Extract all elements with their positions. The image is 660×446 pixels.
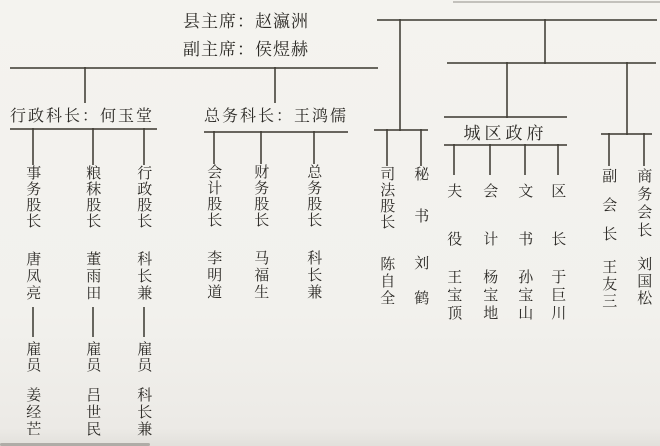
column-clerk [515, 144, 535, 323]
connector-stub [453, 144, 455, 175]
connector-stub [386, 129, 388, 166]
connector-stub [557, 144, 559, 175]
admin-section-title: 行政科长：何玉堂 [10, 106, 155, 125]
column-general-head [304, 131, 324, 301]
connector-stub [643, 133, 645, 166]
connector-district-rail [447, 62, 656, 64]
column-district-head [548, 144, 568, 323]
column-title: 夫役 [445, 183, 464, 279]
connector-stub [143, 128, 145, 165]
column-name: 刘国松 [635, 256, 654, 307]
connector-drop-chamber [626, 62, 628, 135]
column-name: 刘鹤 [412, 255, 431, 325]
column-name: 孙宝山 [516, 269, 535, 323]
connector-stub [524, 144, 526, 175]
connector-stub [92, 307, 94, 337]
connector-general-children-rail [204, 131, 348, 133]
column-title: 事务股长 [24, 165, 43, 229]
column-name: 陈自全 [378, 256, 397, 307]
column-sub-title: 雇员 [84, 341, 103, 373]
column-title: 区长 [549, 183, 568, 279]
district-gov-title: 城区政府 [463, 124, 548, 144]
column-sub-title: 雇员 [24, 341, 43, 373]
column-laborer [444, 144, 464, 323]
column-accountant [480, 144, 500, 323]
column-title: 会计 [481, 183, 500, 279]
column-title: 商务会长 [635, 168, 654, 240]
connector-stub [489, 144, 491, 175]
connector-left-rail [10, 67, 378, 69]
connector-drop-admin [84, 67, 86, 103]
column-secretary [411, 129, 431, 325]
column-name: 董雨田 [84, 251, 103, 302]
column-accounting-head [204, 131, 224, 301]
connector-drop-judicial [399, 19, 401, 131]
connector-drop-general [274, 67, 276, 103]
connector-stub [260, 131, 262, 164]
scan-edge-artifact-line [453, 1, 660, 3]
column-title: 财务股长 [252, 164, 271, 228]
connector-stub [32, 128, 34, 165]
column-sub-name: 科长兼 [135, 387, 154, 438]
connector-top-right-rail [377, 19, 657, 21]
connector-stub [420, 129, 422, 166]
chairman-line: 县主席：赵瀛洲 [183, 12, 309, 32]
connector-stub [92, 128, 94, 165]
connector-drop-district [544, 19, 546, 64]
column-affairs-head [23, 128, 43, 438]
column-judicial-head [377, 129, 397, 307]
column-title: 文书 [516, 183, 535, 279]
column-title: 行政股长 [135, 165, 154, 229]
column-name: 王宝顶 [445, 269, 464, 323]
column-name: 科长兼 [305, 250, 324, 301]
column-vice-president [599, 133, 619, 310]
column-name: 李明道 [205, 250, 224, 301]
connector-stub [32, 307, 34, 337]
column-sub-title: 雇员 [135, 341, 154, 373]
column-admin-head [134, 128, 154, 438]
column-commerce-president [634, 133, 654, 307]
column-sub-name: 姜经芒 [24, 387, 43, 438]
column-name: 唐凤亮 [24, 251, 43, 302]
column-sub-name: 吕世民 [84, 387, 103, 438]
connector-stub [608, 133, 610, 166]
vice-chairman-line: 副主席：侯煜赫 [183, 40, 309, 60]
column-name: 科长兼 [135, 251, 154, 302]
column-grain-head [83, 128, 103, 438]
column-finance-head [251, 131, 271, 301]
connector-stub [143, 307, 145, 337]
general-section-title: 总务科长：王鸿儒 [204, 106, 349, 125]
district-gov-box-top [444, 116, 567, 118]
column-title: 秘书 [412, 166, 431, 250]
connector-stub [313, 131, 315, 164]
column-name: 于巨川 [549, 269, 568, 323]
column-title: 副会长 [600, 168, 619, 255]
column-title: 会计股长 [205, 164, 224, 228]
column-title: 总务股长 [305, 164, 324, 228]
connector-stub [213, 131, 215, 164]
column-name: 杨宝地 [481, 269, 500, 323]
connector-drop-district-gov [506, 62, 508, 118]
column-title: 司法股长 [378, 166, 397, 230]
column-title: 粮秣股长 [84, 165, 103, 229]
column-name: 马福生 [252, 250, 271, 301]
column-name: 王友三 [600, 259, 619, 310]
